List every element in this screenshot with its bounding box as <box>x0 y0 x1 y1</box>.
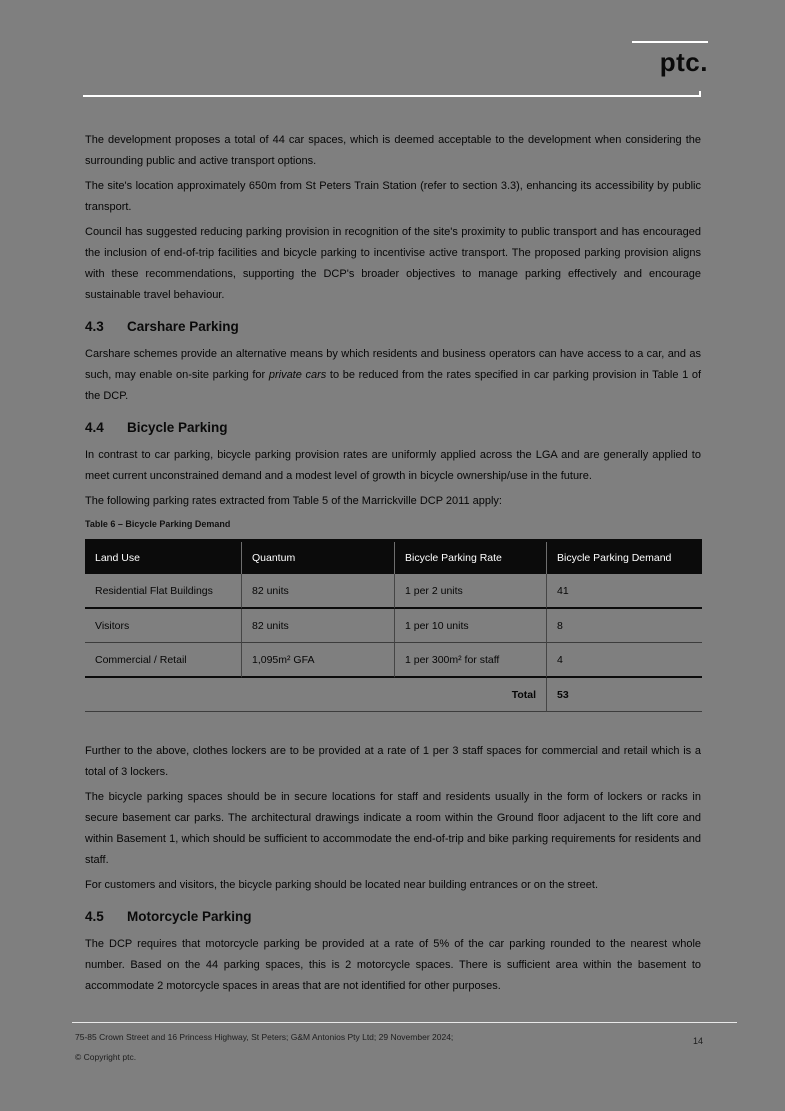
paragraph: In contrast to car parking, bicycle parking provision rates are uniformly applied across the LGA and are generally applied to meet current unconstrained demand and a modest level of growth in bicycle ownership/use in the future. <box>85 449 701 482</box>
footer-divider <box>72 1022 737 1023</box>
paragraph: The bicycle parking spaces should be in secure locations for staff and residents usually in the form of lockers or racks in secure basement car parks. The architectural drawings indicate a room within the Ground floor adjacent to the lift core and within Basement 1, which should be sufficient to accommodate the end-of-trip and bike parking requirements for residents and staff. <box>85 791 701 866</box>
footer <box>75 1027 615 1067</box>
section-title: Bicycle Parking <box>127 420 228 435</box>
table-header-land-use: Land Use <box>85 542 242 574</box>
table-total-value: 53 <box>547 678 702 712</box>
section-heading-4-4 <box>85 418 701 437</box>
section-heading-4-3 <box>85 317 701 336</box>
section-number: 4.5 <box>85 909 104 924</box>
table-caption: Table 6 – Bicycle Parking Demand <box>85 519 231 529</box>
table-header-quantum: Quantum <box>242 542 395 574</box>
company-logo <box>632 41 708 75</box>
table-cell: 1,095m² GFA <box>242 643 395 678</box>
paragraph: The following parking rates extracted from Table 5 of the Marrickville DCP 2011 apply: <box>85 495 502 507</box>
section-number: 4.4 <box>85 420 104 435</box>
table-cell: 4 <box>547 643 702 678</box>
table-cell: 1 per 300m² for staff <box>395 643 547 678</box>
table-cell: Residential Flat Buildings <box>85 574 242 609</box>
paragraph: Council has suggested reducing parking provision in recognition of the site's proximity to public transport and has encouraged the inclusion of end-of-trip facilities and bicycle parking to incentivise active transport. The proposed parking provision aligns with these recommendations, supporting the DCP's broader objectives to manage parking effectively and encourage sustainable travel behaviour. <box>85 226 701 301</box>
logo-text: ptc. <box>659 47 708 77</box>
table-cell: 82 units <box>242 609 395 643</box>
table-cell: Commercial / Retail <box>85 643 242 678</box>
table-cell: 1 per 2 units <box>395 574 547 609</box>
section-title: Carshare Parking <box>127 319 239 334</box>
section-heading-4-5 <box>85 907 701 926</box>
page-number: 14 <box>692 1036 703 1046</box>
page-content <box>85 130 701 1001</box>
footer-project-line: 75-85 Crown Street and 16 Princess Highway, St Peters; G&M Antonios Pty Ltd; 29 November 2024; <box>75 1032 454 1042</box>
logo-rule <box>632 41 708 43</box>
table-header-demand: Bicycle Parking Demand <box>547 542 702 574</box>
paragraph: For customers and visitors, the bicycle parking should be located near building entrances or on the street. <box>85 879 598 891</box>
header-divider <box>83 95 701 97</box>
footer-copyright: © Copyright ptc. <box>75 1052 137 1062</box>
table-cell: 41 <box>547 574 702 609</box>
paragraph <box>85 344 701 407</box>
section-number: 4.3 <box>85 319 104 334</box>
paragraph: The site's location approximately 650m from St Peters Train Station (refer to section 3.3), enhancing its accessibility by public transport. <box>85 180 701 213</box>
bicycle-parking-table <box>85 539 702 712</box>
paragraph: Further to the above, clothes lockers are to be provided at a rate of 1 per 3 staff spaces for commercial and retail which is a total of 3 lockers. <box>85 745 701 778</box>
table-cell: 82 units <box>242 574 395 609</box>
table-cell: 8 <box>547 609 702 643</box>
paragraph: The development proposes a total of 44 car spaces, which is deemed acceptable to the development when considering the surrounding public and active transport options. <box>85 134 701 167</box>
table-header-rate: Bicycle Parking Rate <box>395 542 547 574</box>
section-title: Motorcycle Parking <box>127 909 252 924</box>
paragraph-text-italic: private cars <box>268 369 327 381</box>
table-cell: 1 per 10 units <box>395 609 547 643</box>
paragraph: The DCP requires that motorcycle parking be provided at a rate of 5% of the car parking rounded to the nearest whole number. Based on the 44 parking spaces, this is 2 motorcycle spaces. There is sufficient area within the basement to accommodate 2 motorcycle spaces in areas that are not identified for other purposes. <box>85 938 701 992</box>
paragraph-text: Carshare schemes provide an alternative means by which residents and business operators can have access to a car, and as such, may enable on-site parking for <box>85 348 701 381</box>
paragraph-text: to be reduced from the rates specified in car parking provision in Table 1 of the DCP. <box>85 369 701 402</box>
table-cell: Visitors <box>85 609 242 643</box>
table-total-label: Total <box>85 678 547 712</box>
